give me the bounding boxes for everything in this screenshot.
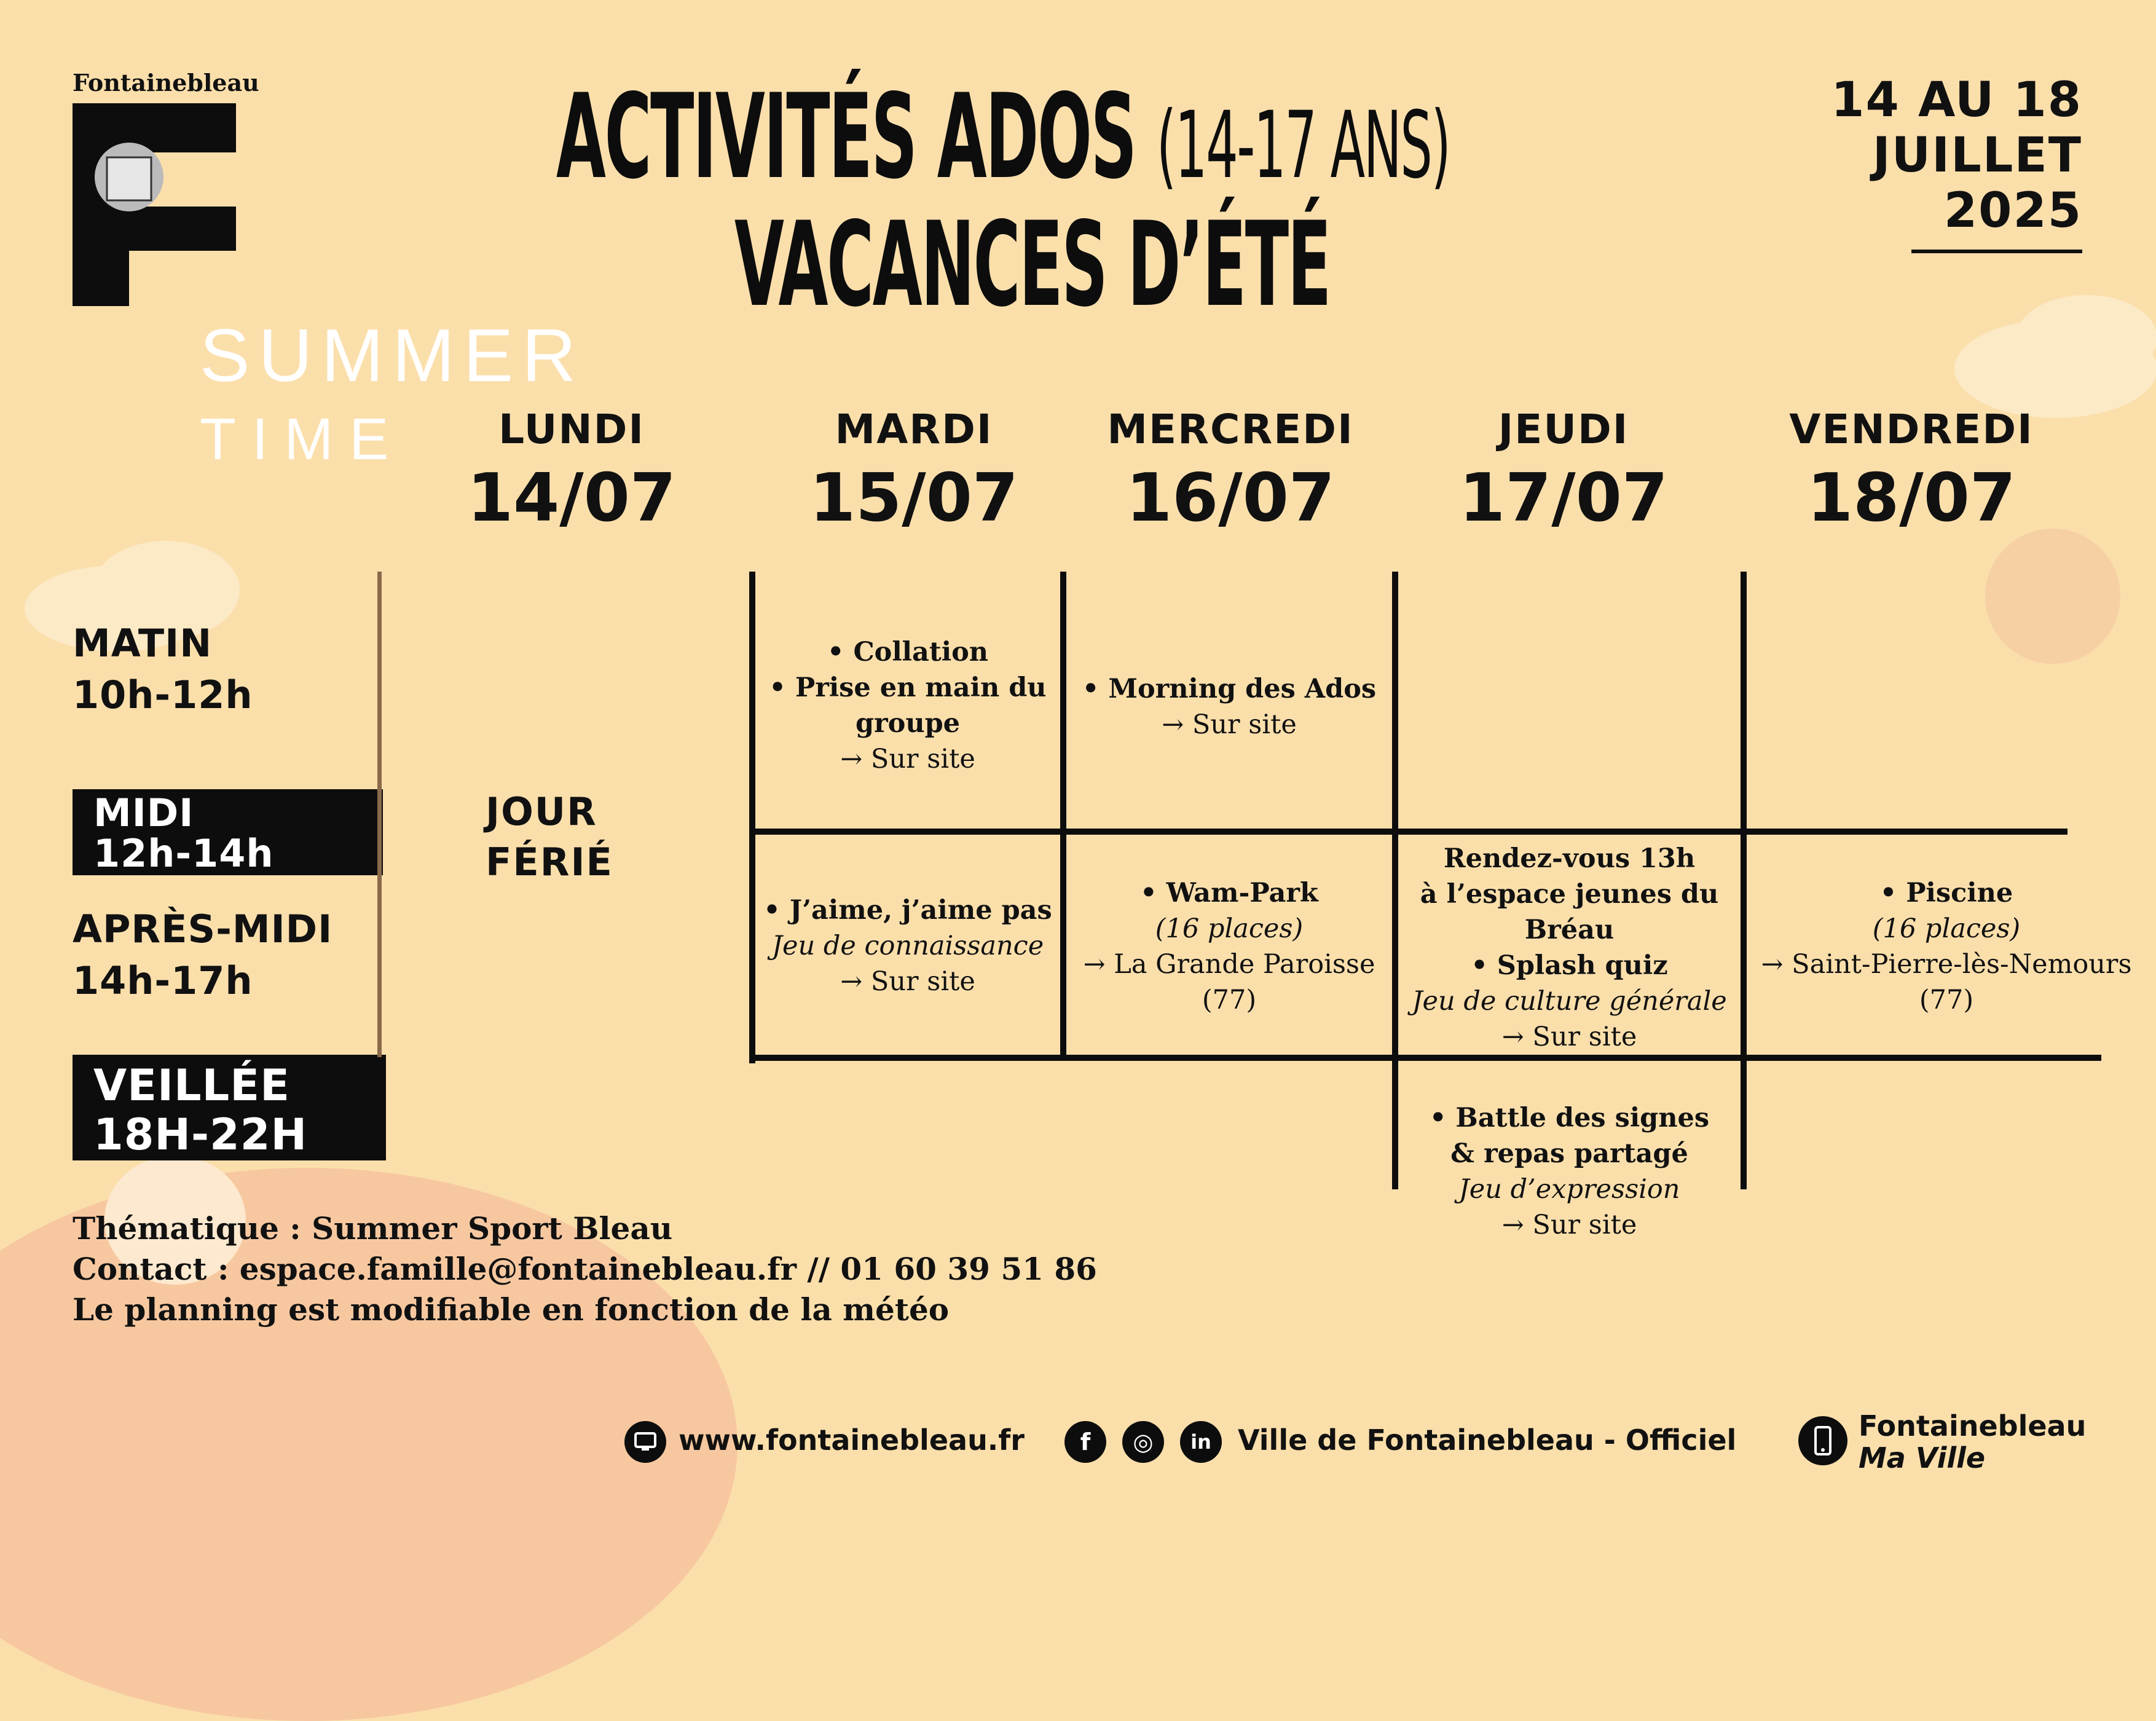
cell-vendredi-apres-midi: • Piscine (16 places) → Saint-Pierre-lès-Nemours (77) <box>1761 878 2132 1015</box>
date-underline <box>1911 250 2082 253</box>
slot-apres-midi-hours: 14h-17h <box>73 958 253 1003</box>
grid-line-v1 <box>749 572 755 1063</box>
cell-jeudi-apres-midi: Rendez-vous 13h à l’espace jeunes du Bréau • Splash quiz Jeu de culture générale → Sur site <box>1412 843 1727 1052</box>
date-year: 2025 <box>1943 183 2082 238</box>
grid-line-h1 <box>749 829 2067 835</box>
day-name-mercredi: MERCREDI <box>1107 406 1354 453</box>
app-name <box>1859 1410 2086 1474</box>
grid-line-v2 <box>1060 572 1066 1057</box>
date-range: 14 AU 18 <box>1831 73 2082 128</box>
instagram-icon[interactable]: ◎ <box>1122 1421 1164 1463</box>
day-date-vendredi: 18/07 <box>1806 460 2016 537</box>
slot-veillee <box>73 1055 386 1160</box>
decor-leaf-right <box>1985 529 2120 664</box>
slot-apres-midi-label: APRÈS-MIDI <box>73 907 333 951</box>
footer-info <box>73 1208 1097 1330</box>
grid-line-v3 <box>1392 572 1398 1189</box>
cell-jeudi-veillee: • Battle des signes & repas partagé Jeu d’expression → Sur site <box>1429 1103 1710 1240</box>
jour-ferie-line2: FÉRIÉ <box>486 840 613 884</box>
day-name-vendredi: VENDREDI <box>1789 406 2034 453</box>
slot-midi <box>73 789 383 875</box>
social-handle: Ville de Fontainebleau - Officiel <box>1238 1424 1737 1457</box>
slot-matin <box>73 618 253 721</box>
day-date-jeudi: 17/07 <box>1458 460 1669 537</box>
logo-name: Fontainebleau <box>73 69 259 96</box>
cell-mercredi-matin: • Morning des Ados → Sur site <box>1082 674 1377 740</box>
app-name-line1: Fontainebleau <box>1859 1409 2087 1443</box>
day-date-mercredi: 16/07 <box>1125 460 1336 537</box>
page-title-line2: VACANCES D’ÉTÉ <box>734 197 1331 333</box>
fontainebleau-logo-icon <box>73 103 236 306</box>
phone-app-icon <box>1798 1416 1847 1465</box>
website-link[interactable]: www.fontainebleau.fr <box>679 1424 1025 1457</box>
grid-line-v4 <box>1741 572 1747 1189</box>
cell-mardi-matin: • Collation • Prise en main du groupe → Sur site <box>769 637 1047 774</box>
day-date-lundi: 14/07 <box>466 460 677 537</box>
footer-contact: Contact : espace.famille@fontainebleau.fr // 01 60 39 51 86 <box>73 1251 1097 1287</box>
slot-apres-midi <box>73 904 332 1007</box>
monitor-icon <box>624 1421 666 1463</box>
slot-matin-label: MATIN <box>73 621 213 666</box>
grid-line-h2 <box>749 1055 2101 1061</box>
summer-word: SUMMER <box>200 313 585 397</box>
linkedin-icon[interactable]: in <box>1180 1421 1222 1463</box>
decor-cloud-right-2 <box>2016 295 2156 381</box>
day-name-jeudi: JEUDI <box>1498 406 1629 453</box>
cell-mercredi-apres-midi: • Wam-Park (16 places) → La Grande Paroisse (77) <box>1083 878 1375 1015</box>
page-title-line1: ACTIVITÉS ADOS (14-17 ANS) <box>556 69 1450 205</box>
cell-mardi-apres-midi: • J’aime, j’aime pas Jeu de connaissance → Sur site <box>763 895 1052 997</box>
day-name-mardi: MARDI <box>835 406 993 453</box>
app-name-line2: Ma Ville <box>1859 1441 1986 1475</box>
slot-midi-label: MIDI <box>93 790 194 835</box>
slot-midi-hours: 12h-14h <box>93 831 274 876</box>
jour-ferie <box>486 787 613 888</box>
date-month: JUILLET <box>1872 128 2082 183</box>
time-word: TIME <box>200 406 405 472</box>
footer-thematique: Thématique : Summer Sport Bleau <box>73 1210 673 1246</box>
footer-note: Le planning est modifiable en fonction de la météo <box>73 1291 950 1328</box>
day-name-lundi: LUNDI <box>498 406 645 453</box>
facebook-icon[interactable]: f <box>1064 1421 1106 1463</box>
slot-veillee-hours: 18H-22H <box>93 1109 308 1160</box>
slot-veillee-label: VEILLÉE <box>93 1060 290 1111</box>
slot-separator <box>377 572 382 1057</box>
slot-matin-hours: 10h-12h <box>73 672 253 717</box>
jour-ferie-line1: JOUR <box>486 789 597 834</box>
day-date-mardi: 15/07 <box>809 460 1019 537</box>
